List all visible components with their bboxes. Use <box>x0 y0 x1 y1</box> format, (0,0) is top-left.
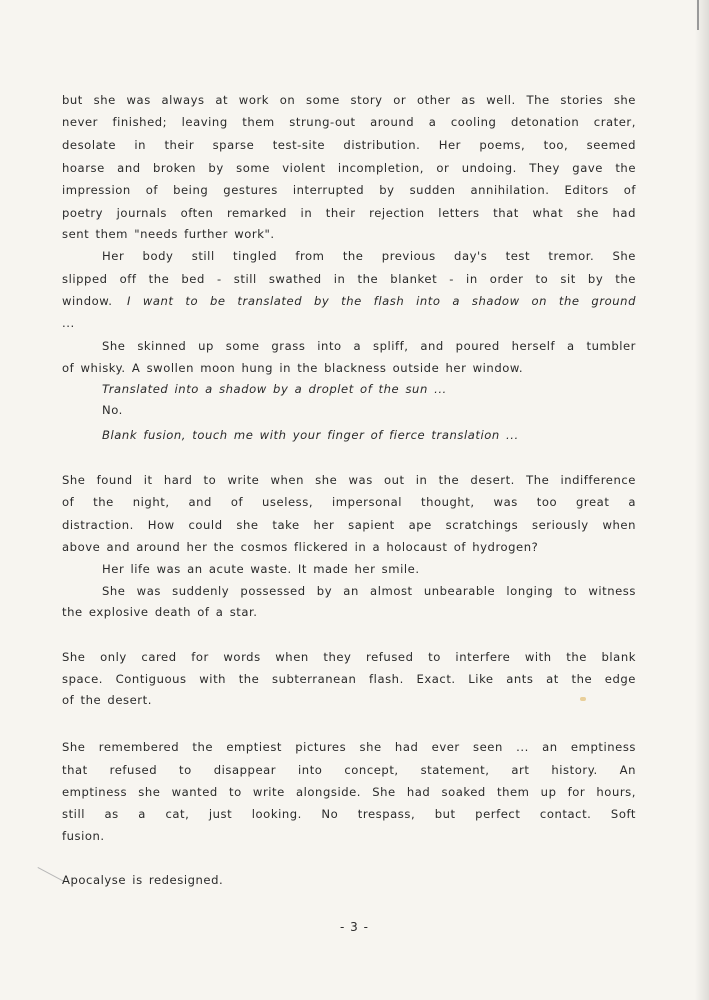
body-line: the explosive death of a star. <box>62 605 258 619</box>
body-line: emptiness she wanted to write alongside. She had soaked them up for hours, <box>62 785 636 799</box>
page-edge-shadow <box>695 0 709 1000</box>
body-line: distraction. How could she take her sapient ape scratchings seriously when <box>62 518 636 532</box>
body-line: of the desert. <box>62 693 152 707</box>
body-line: impression of being gestures interrupted by sudden annihilation. Editors of <box>62 183 636 197</box>
body-line: Her body still tingled from the previous day's test tremor. She <box>102 249 636 263</box>
body-line: window. <box>62 294 113 308</box>
body-line: that refused to disappear into concept, statement, art history. An <box>62 763 636 777</box>
body-line: sent them "needs further work". <box>62 227 275 241</box>
page-number: - 3 - <box>340 920 369 934</box>
body-line: above and around her the cosmos flickered in a holocaust of hydrogen? <box>62 540 539 554</box>
body-line: fusion. <box>62 829 105 843</box>
paper-stain <box>580 697 586 701</box>
page-edge-mark <box>697 0 699 30</box>
body-line: She was suddenly possessed by an almost unbearable longing to witness <box>102 584 636 598</box>
body-line: She only cared for words when they refused to interfere with the blank <box>62 650 636 664</box>
body-line: space. Contiguous with the subterranean flash. Exact. Like ants at the edge <box>62 672 636 686</box>
body-line: desolate in their sparse test-site distribution. Her poems, too, seemed <box>62 138 636 152</box>
body-line: poetry journals often remarked in their rejection letters that what she had <box>62 206 636 220</box>
body-line: She skinned up some grass into a spliff, and poured herself a tumbler <box>102 339 636 353</box>
closing-line: Apocalyse is redesigned. <box>62 873 224 887</box>
body-line: still as a cat, just looking. No trespass, but perfect contact. Soft <box>62 807 636 821</box>
body-line: of the night, and of useless, impersonal thought, was too great a <box>62 495 636 509</box>
body-line: hoarse and broken by some violent incompletion, or undoing. They gave the <box>62 161 636 175</box>
body-line: She found it hard to write when she was out in the desert. The indifference <box>62 473 636 487</box>
italic-line: Blank fusion, touch me with your finger of fierce translation ... <box>102 428 519 442</box>
body-line: but she was always at work on some story or other as well. The stories she <box>62 93 636 107</box>
italic-line: I want to be translated by the flash into a shadow on the ground <box>127 294 636 308</box>
body-line: She remembered the emptiest pictures she had ever seen ... an emptiness <box>62 740 636 754</box>
italic-line: Translated into a shadow by a droplet of the sun ... <box>102 382 447 396</box>
body-line: slipped off the bed - still swathed in the blanket - in order to sit by the <box>62 272 636 286</box>
body-line: of whisky. A swollen moon hung in the blackness outside her window. <box>62 361 524 375</box>
body-line: Her life was an acute waste. It made her smile. <box>102 562 420 576</box>
body-line: never finished; leaving them strung-out around a cooling detonation crater, <box>62 115 636 129</box>
body-line: No. <box>102 403 123 417</box>
body-line: ... <box>62 316 75 330</box>
pencil-scratch <box>38 867 65 882</box>
